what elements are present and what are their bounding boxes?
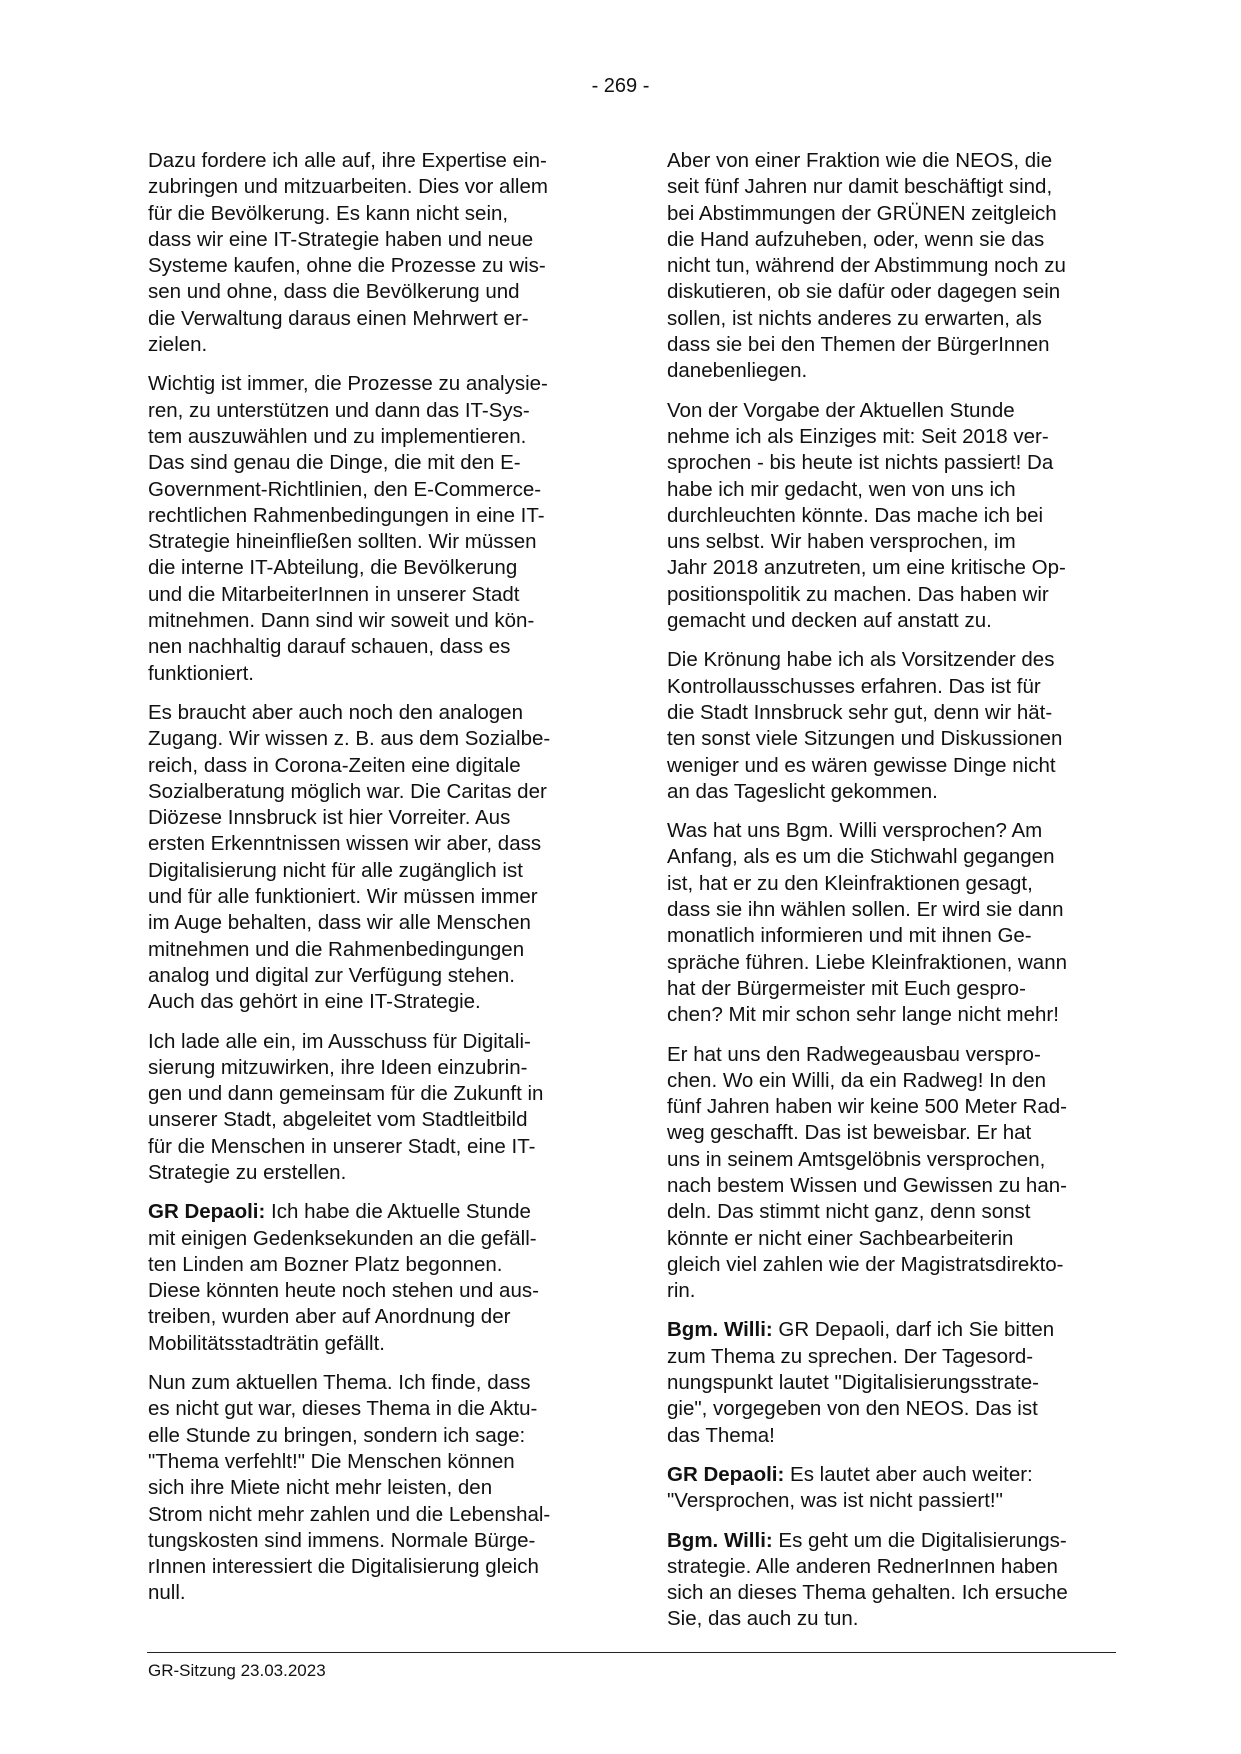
text-line: Er hat uns den Radwegeausbau verspro- [667, 1042, 1041, 1066]
right-column [667, 148, 1112, 1646]
text-line: monatlich informieren und mit ihnen Ge- [667, 924, 1032, 948]
text-line: im Auge behalten, dass wir alle Menschen [148, 911, 531, 935]
text-line: Sie, das auch zu tun. [667, 1607, 859, 1631]
text-line: rechtlichen Rahmenbedingungen in eine IT- [148, 503, 545, 527]
text-line: hat der Bürgermeister mit Euch gespro- [667, 976, 1026, 1000]
text-line: zubringen und mitzuarbeiten. Dies vor allem [148, 175, 548, 199]
text-line: weniger und es wären gewisse Dinge nicht [667, 753, 1056, 777]
speech-text: Es geht um die Digitalisierungs- [772, 1528, 1067, 1552]
text-line: elle Stunde zu bringen, sondern ich sage: [148, 1423, 526, 1447]
text-line: weg geschafft. Das ist beweisbar. Er hat [667, 1121, 1032, 1145]
text-line: die Hand aufzuheben, oder, wenn sie das [667, 227, 1045, 251]
text-line: Digitalisierung nicht für alle zugänglich ist [148, 858, 523, 882]
text-line: ist, hat er zu den Kleinfraktionen gesagt, [667, 871, 1033, 895]
page-number: - 269 - [591, 75, 650, 97]
text-line: diskutieren, ob sie dafür oder dagegen sein [667, 280, 1061, 304]
text-line: die Stadt Innsbruck sehr gut, denn wir hät- [667, 700, 1053, 724]
text-line: ten sonst viele Sitzungen und Diskussionen [667, 727, 1063, 751]
text-line: Strom nicht mehr zahlen und die Lebenshal- [148, 1502, 551, 1526]
footer-session-date: GR-Sitzung 23.03.2023 [148, 1661, 326, 1680]
paragraph [667, 647, 1112, 805]
text-line: Diözese Innsbruck ist hier Vorreiter. Aus [148, 806, 511, 830]
text-line: Ich lade alle ein, im Ausschuss für Digitali- [148, 1029, 531, 1053]
text-line: positionspolitik zu machen. Das haben wir [667, 582, 1049, 606]
paragraph [667, 1317, 1112, 1448]
text-line: null. [148, 1581, 186, 1605]
text-line: gie", vorgegeben von den NEOS. Das ist [667, 1397, 1038, 1421]
text-line: reich, dass in Corona-Zeiten eine digitale [148, 753, 521, 777]
paragraph [667, 1042, 1112, 1305]
text-line: habe ich mir gedacht, wen von uns ich [667, 477, 1016, 501]
text-line: Von der Vorgabe der Aktuellen Stunde [667, 398, 1015, 422]
text-line: uns selbst. Wir haben versprochen, im [667, 530, 1016, 554]
text-line: funktioniert. [148, 661, 254, 685]
text-line: an das Tageslicht gekommen. [667, 779, 938, 803]
text-line: Anfang, als es um die Stichwahl gegangen [667, 845, 1055, 869]
text-line: dass wir eine IT-Strategie haben und neue [148, 227, 534, 251]
text-line: sich an dieses Thema gehalten. Ich ersuche [667, 1581, 1068, 1605]
paragraph [148, 700, 593, 1016]
text-line: für die Menschen in unserer Stadt, eine IT- [148, 1134, 536, 1158]
text-line: die interne IT-Abteilung, die Bevölkerung [148, 556, 518, 580]
text-line: für die Bevölkerung. Es kann nicht sein, [148, 201, 509, 225]
text-line: gemacht und decken auf anstatt zu. [667, 609, 992, 633]
text-line: zum Thema zu sprechen. Der Tagesord- [667, 1344, 1034, 1368]
text-line: Auch das gehört in eine IT-Strategie. [148, 990, 481, 1014]
text-line: tungskosten sind immens. Normale Bürge- [148, 1528, 536, 1552]
paragraph [148, 148, 593, 358]
text-line: könnte er nicht einer Sachbearbeiterin [667, 1226, 1014, 1250]
speech-text: GR Depaoli, darf ich Sie bitten [772, 1318, 1055, 1342]
text-line: Strategie zu erstellen. [148, 1160, 347, 1184]
text-line: mit einigen Gedenksekunden an die gefäll- [148, 1226, 537, 1250]
text-line: dass sie bei den Themen der BürgerInnen [667, 333, 1050, 357]
text-line: nungspunkt lautet "Digitalisierungsstrate- [667, 1371, 1039, 1395]
text-line: sich ihre Miete nicht mehr leisten, den [148, 1476, 493, 1500]
text-line: nehme ich als Einziges mit: Seit 2018 ver- [667, 424, 1049, 448]
speech-text: Ich habe die Aktuelle Stunde [265, 1200, 531, 1224]
text-line [148, 1199, 593, 1225]
text-line: mitnehmen und die Rahmenbedingungen [148, 937, 525, 961]
text-line: "Versprochen, was ist nicht passiert!" [667, 1489, 1003, 1513]
text-line: Government-Richtlinien, den E-Commerce- [148, 477, 542, 501]
paragraph [667, 398, 1112, 635]
text-line: durchleuchten könnte. Das mache ich bei [667, 503, 1044, 527]
speaker-name: Bgm. Willi: [667, 1528, 773, 1552]
text-line: sprochen - bis heute ist nichts passiert! Da [667, 451, 1054, 475]
text-line: spräche führen. Liebe Kleinfraktionen, wann [667, 950, 1068, 974]
speaker-name: GR Depaoli: [148, 1200, 266, 1224]
text-line: mitnehmen. Dann sind wir soweit und kön- [148, 609, 535, 633]
text-line: Was hat uns Bgm. Willi versprochen? Am [667, 819, 1043, 843]
text-line: ren, zu unterstützen und dann das IT-Sys- [148, 398, 530, 422]
text-line: sen und ohne, dass die Bevölkerung und [148, 280, 520, 304]
text-line: es nicht gut war, dieses Thema in die Aktu- [148, 1397, 538, 1421]
speech-text: Es lautet aber auch weiter: [784, 1462, 1033, 1486]
text-line: das Thema! [667, 1423, 775, 1447]
text-line: sollen, ist nichts anderes zu erwarten, als [667, 306, 1042, 330]
text-line: ten Linden am Bozner Platz begonnen. [148, 1252, 503, 1276]
paragraph [667, 148, 1112, 385]
text-line: Sozialberatung möglich war. Die Caritas der [148, 779, 547, 803]
text-line [667, 1528, 1112, 1554]
text-line: Nun zum aktuellen Thema. Ich finde, dass [148, 1371, 531, 1395]
text-line: tem auszuwählen und zu implementieren. [148, 424, 527, 448]
text-line: Kontrollausschusses erfahren. Das ist für [667, 674, 1041, 698]
text-line: gen und dann gemeinsam für die Zukunft in [148, 1082, 544, 1106]
speaker-name: GR Depaoli: [667, 1462, 785, 1486]
paragraph [148, 1199, 593, 1357]
text-line: Diese könnten heute noch stehen und aus- [148, 1279, 539, 1303]
text-line: dass sie ihn wählen sollen. Er wird sie dann [667, 898, 1064, 922]
text-line: strategie. Alle anderen RednerInnen haben [667, 1554, 1058, 1578]
text-line: chen? Mit mir schon sehr lange nicht mehr! [667, 1003, 1059, 1027]
text-line: analog und digital zur Verfügung stehen. [148, 963, 515, 987]
paragraph [148, 371, 593, 687]
text-line: Zugang. Wir wissen z. B. aus dem Sozialbe- [148, 727, 551, 751]
text-line [667, 1462, 1112, 1488]
paragraph [667, 818, 1112, 1028]
text-line: rin. [667, 1279, 696, 1303]
text-line: fünf Jahren haben wir keine 500 Meter Rad- [667, 1095, 1067, 1119]
text-line: deln. Das stimmt nicht ganz, denn sonst [667, 1200, 1031, 1224]
text-line: Die Krönung habe ich als Vorsitzender des [667, 648, 1055, 672]
left-column [148, 148, 593, 1620]
text-line: Strategie hineinfließen sollten. Wir müssen [148, 530, 537, 554]
text-line [667, 1317, 1112, 1343]
text-line: rInnen interessiert die Digitalisierung gleich [148, 1555, 539, 1579]
text-line: bei Abstimmungen der GRÜNEN zeitgleich [667, 201, 1057, 225]
text-line: Aber von einer Fraktion wie die NEOS, die [667, 149, 1053, 172]
paragraph [148, 1029, 593, 1187]
text-line: nicht tun, während der Abstimmung noch zu [667, 254, 1066, 278]
text-line: Jahr 2018 anzutreten, um eine kritische Op- [667, 556, 1066, 580]
text-line: Dazu fordere ich alle auf, ihre Expertise ein- [148, 149, 547, 172]
text-line: danebenliegen. [667, 359, 808, 383]
footer-divider [147, 1652, 1116, 1653]
speaker-name: Bgm. Willi: [667, 1318, 773, 1342]
text-line: gleich viel zahlen wie der Magistratsdirekto- [667, 1252, 1064, 1276]
paragraph [148, 1370, 593, 1607]
text-line: "Thema verfehlt!" Die Menschen können [148, 1449, 515, 1473]
text-line: unserer Stadt, abgeleitet vom Stadtleitbild [148, 1108, 528, 1132]
text-line: nach bestem Wissen und Gewissen zu han- [667, 1173, 1067, 1197]
text-line: Das sind genau die Dinge, die mit den E- [148, 451, 521, 475]
text-line: Wichtig ist immer, die Prozesse zu analysie- [148, 372, 548, 396]
text-line: sierung mitzuwirken, ihre Ideen einzubrin- [148, 1055, 528, 1079]
text-line: Es braucht aber auch noch den analogen [148, 700, 523, 724]
paragraph [667, 1528, 1112, 1633]
text-line: chen. Wo ein Willi, da ein Radweg! In den [667, 1068, 1047, 1092]
text-line: uns in seinem Amtsgelöbnis versprochen, [667, 1147, 1046, 1171]
text-line: Systeme kaufen, ohne die Prozesse zu wis- [148, 254, 546, 278]
text-line: die Verwaltung daraus einen Mehrwert er- [148, 306, 529, 330]
text-line: ersten Erkenntnissen wissen wir aber, dass [148, 832, 542, 856]
paragraph [667, 1462, 1112, 1515]
text-line: und die MitarbeiterInnen in unserer Stadt [148, 582, 520, 606]
text-line: seit fünf Jahren nur damit beschäftigt sind, [667, 175, 1053, 199]
text-line: nen nachhaltig darauf schauen, dass es [148, 635, 511, 659]
text-line: und für alle funktioniert. Wir müssen immer [148, 885, 538, 909]
text-line: Mobilitätsstadträtin gefällt. [148, 1331, 386, 1355]
text-line: treiben, wurden aber auf Anordnung der [148, 1305, 511, 1329]
text-line: zielen. [148, 333, 208, 357]
